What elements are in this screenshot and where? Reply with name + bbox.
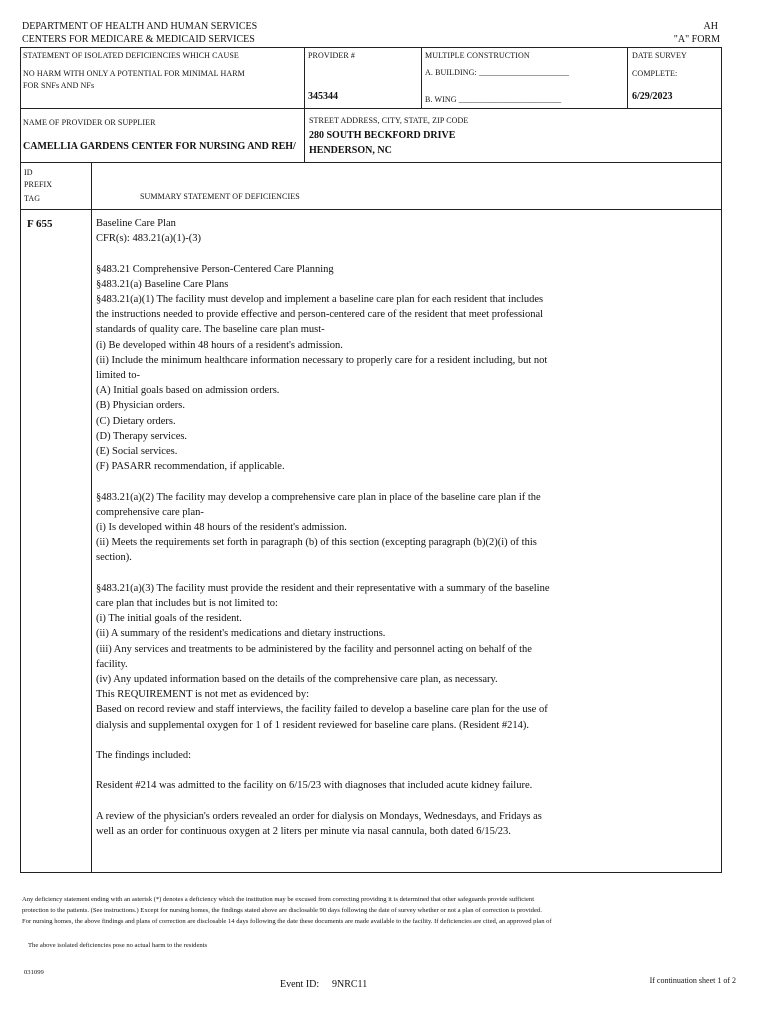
deficiency-line: (iv) Any updated information based on the details of the comprehensive care plan, as necessary. [96,674,498,686]
complete-label: COMPLETE: [632,69,678,78]
form-number: 031099 [24,969,44,976]
divider-provider [304,47,305,162]
provider-label: PROVIDER # [308,51,356,60]
paragraph-gap [96,733,616,748]
deficiency-line: §483.21(a)(1) The facility must develop and implement a baseline care plan for each resident that includes [96,294,544,305]
statement-line3: FOR SNFs AND NFs [23,81,95,90]
address-line1: 280 SOUTH BECKFORD DRIVE [309,130,456,141]
deficiency-tag: F 655 [27,218,53,230]
provider-name: CAMELLIA GARDENS CENTER FOR NURSING AND REH/ [23,141,296,152]
deficiency-line: This REQUIREMENT is not met as evidenced by: [96,689,309,701]
provider-box-bottom-line [20,162,722,163]
provider-number: 345344 [308,91,338,102]
deficiency-line: (ii) A summary of the resident's medications and dietary instructions. [96,628,386,640]
deficiency-line: The findings included: [96,750,192,762]
id-label: ID [24,168,33,177]
deficiency-line: (F) PASARR recommendation, if applicable. [96,461,285,473]
divider-date [627,47,628,108]
divider-construction [421,47,422,108]
deficiency-line: (E) Social services. [96,446,178,458]
frame-bottom-line [20,872,722,873]
deficiency-line: (iii) Any services and treatments to be administered by the facility and personnel acting on behalf of the [96,643,532,655]
deficiency-line: well as an order for continuous oxygen at 2 liters per minute via nasal cannula, both dated 6/15/23. [96,826,511,838]
event-id-label: Event ID: [280,979,320,990]
footer-note-line2: protection to the patients. (See instructions.) Except for nursing homes, the findings stated above are disclosable 90 days following the date of survey whether or not a plan of correction is provided. [22,907,542,914]
deficiency-line: section). [96,552,132,564]
deficiency-line: A review of the physician's orders revealed an order for dialysis on Mondays, Wednesdays, and Fridays as [96,810,542,822]
survey-date: 6/29/2023 [632,91,673,102]
deficiency-line: care plan that includes but is not limited to: [96,598,278,610]
deficiency-line: the instructions needed to provide effective and person-centered care of the resident that meet professional [96,309,544,321]
provider-name-label: NAME OF PROVIDER OR SUPPLIER [23,118,156,127]
deficiency-text [96,216,616,839]
deficiency-line: dialysis and supplemental oxygen for 1 of 1 resident reviewed for baseline care plans. (Resident #214). [96,719,529,731]
deficiency-line: standards of quality care. The baseline care plan must- [96,324,325,336]
form-code: AH [703,21,718,32]
footer-note-line3: For nursing homes, the above findings and plans of correction are disclosable 14 days following the date these documents are made available to the facility. If deficiencies are cited, an approved plan of [22,918,552,925]
top-box-bottom-line [20,108,722,109]
deficiency-line: §483.21 Comprehensive Person-Centered Care Planning [96,263,334,275]
summary-label: SUMMARY STATEMENT OF DEFICIENCIES [140,192,300,201]
paragraph-gap [96,763,616,778]
table-header-bottom-line [20,209,722,210]
address-label: STREET ADDRESS, CITY, STATE, ZIP CODE [309,116,469,125]
deficiency-line: (C) Dietary orders. [96,415,176,427]
footer-note-line1: Any deficiency statement ending with an asterisk (*) denotes a deficiency which the institution may be excused from correcting providing it is determined that other safeguards provide sufficient [22,896,535,903]
wing-label: B. WING _________________________ [425,95,562,104]
deficiency-line: Resident #214 was admitted to the facility on 6/15/23 with diagnoses that included acute kidney failure. [96,780,533,792]
centers-title: CENTERS FOR MEDICARE & MEDICAID SERVICES [22,34,255,45]
building-label: A. BUILDING: ______________________ [425,68,570,77]
deficiency-line: §483.21(a) Baseline Care Plans [96,278,229,290]
deficiency-line: (B) Physician orders. [96,400,185,412]
frame-left-line [20,47,21,873]
deficiency-line: (D) Therapy services. [96,430,188,442]
deficiency-line: (ii) Include the minimum healthcare information necessary to properly care for a resident including, but not [96,354,548,366]
deficiency-line: comprehensive care plan- [96,506,204,518]
event-id-value: 9NRC11 [332,979,368,990]
prefix-label: PREFIX [24,180,53,189]
frame-right-line [721,47,722,873]
deficiency-line: limited to- [96,370,141,382]
continuation-sheet: If continuation sheet 1 of 2 [649,976,736,985]
multiple-construction-label: MULTIPLE CONSTRUCTION [425,51,530,60]
paragraph-gap [96,794,616,809]
deficiency-line: §483.21(a)(3) The facility must provide the resident and their representative with a summary of the baseline [96,582,550,594]
address-line2: HENDERSON, NC [309,145,392,156]
form-type: "A" FORM [673,34,720,45]
tag-column-divider [91,162,92,873]
deficiency-line: Based on record review and staff interviews, the facility failed to develop a baseline care plan for the use of [96,704,548,716]
tag-label: TAG [24,194,41,203]
deficiency-line: (i) The initial goals of the resident. [96,613,242,625]
deficiency-line: (A) Initial goals based on admission orders. [96,385,280,397]
frame-top-line [20,47,722,48]
statement-label: STATEMENT OF ISOLATED DEFICIENCIES WHICH CAUSE [23,51,239,60]
paragraph-gap [96,474,616,489]
deficiency-line: §483.21(a)(2) The facility may develop a comprehensive care plan in place of the baseline care plan if the [96,491,541,503]
deficiency-line: Baseline Care Plan [96,218,176,229]
paragraph-gap [96,566,616,581]
deficiency-line: (i) Be developed within 48 hours of a resident's admission. [96,339,343,351]
deficiency-line: (ii) Meets the requirements set forth in paragraph (b) of this section (excepting paragraph (b)(2)(i) of this [96,537,537,549]
department-title: DEPARTMENT OF HEALTH AND HUMAN SERVICES [22,21,258,32]
deficiency-line: (i) Is developed within 48 hours of the resident's admission. [96,522,347,534]
date-survey-label: DATE SURVEY [632,51,687,60]
deficiency-line: CFR(s): 483.21(a)(1)-(3) [96,233,201,245]
statement-line2: NO HARM WITH ONLY A POTENTIAL FOR MINIMAL HARM [23,69,245,78]
harm-note: The above isolated deficiencies pose no actual harm to the residents [28,942,208,949]
paragraph-gap [96,246,616,261]
deficiency-line: facility. [96,658,128,670]
